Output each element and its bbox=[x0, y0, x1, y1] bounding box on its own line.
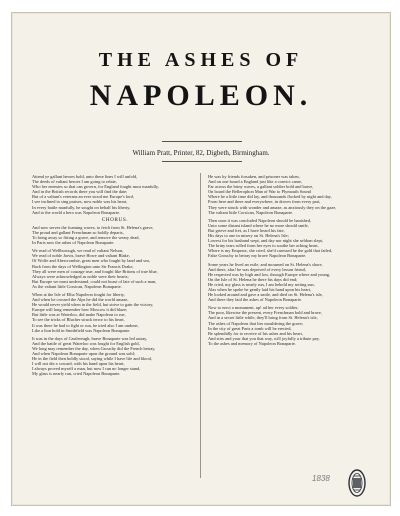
stanza bbox=[208, 174, 374, 215]
stanza bbox=[208, 218, 374, 259]
verse-line: But grieve and fret, as I have heard his fate, bbox=[208, 227, 285, 233]
verse-line: And on one board a England just like a convict came, bbox=[208, 179, 303, 185]
verse-line: To bring away so fitting a grave, and remove the weary dead, bbox=[32, 235, 140, 241]
verse-line: The deeds of valiant heroes I am going to relate, bbox=[32, 179, 117, 185]
verse-line: As the valiant little Corsican, Napoleon Bonaparte. bbox=[32, 283, 122, 289]
stanza bbox=[32, 174, 198, 215]
verse-line: And there they laid the ashes of Napoleon Bonaparte. bbox=[208, 297, 303, 303]
pencil-date-annotation: 1838 bbox=[312, 474, 330, 483]
verse-line: The valiant little Corsican, Napoleon Bonaparte. bbox=[208, 209, 294, 215]
verse-line: He respected was by high and low, through Europe where and young, bbox=[208, 271, 331, 277]
verse-line: He cried, my glass is nearly run, I am behold my setting sun, bbox=[208, 281, 315, 287]
verse-line: When at the Isle of Elba Napoleon fought for liberty, bbox=[32, 291, 125, 297]
verse-line: Where is my Emperor, she cried, she'd caressed he the gold that failed, bbox=[208, 248, 333, 254]
verse-line: My glass is nearly run, cried Napoleon Bonaparte. bbox=[32, 371, 121, 377]
title-line-2: NAPOLEON. bbox=[89, 79, 313, 112]
verse-line: The poor, likewise the present, every Frenchman bold and brave, bbox=[208, 310, 322, 316]
verse-line: He looked around and gave a smile, and died on St. Helena's isle, bbox=[208, 292, 323, 298]
verse-line: And when he crossed the Alps he did the world amaze, bbox=[32, 297, 129, 303]
verse-line: Who her enemies so that can govern, for England fought most manfully, bbox=[32, 184, 159, 190]
verse-line: They all were men of courage true, and fought like Britons of true blue, bbox=[32, 268, 158, 274]
verse-line: And the battle of great Waterloo was fought for English gold, bbox=[32, 340, 140, 346]
verse-line: We read of Wellborough, we read of valiant Nelson, bbox=[32, 248, 124, 254]
verse-line: On the Isle of St. Helena he there his days did end; bbox=[208, 276, 298, 282]
right-column bbox=[208, 174, 374, 349]
library-stamp-icon bbox=[347, 468, 367, 498]
verse-line: In the city of great Paris a tomb will be erected, bbox=[208, 325, 292, 331]
chorus-heading: CHORUS. bbox=[101, 216, 129, 223]
verse-line: The ashes of Napoleon that lies mouldering the grave; bbox=[208, 320, 304, 326]
verse-line: But little was at Waterloo, did make Napoleon to rue, bbox=[32, 312, 126, 318]
verse-line: Be splendidly for to receive of his ashes and his heart, bbox=[208, 330, 303, 336]
stanza bbox=[32, 218, 198, 245]
verse-line: And in a secret little while, they'll bring from St. Helena's isle, bbox=[208, 315, 318, 321]
verse-line: I see inclined to sing praises, now noble was his heart, bbox=[32, 199, 128, 205]
verse-line: Unto some distant island where he no more should smile, bbox=[208, 222, 309, 228]
verse-line: And to the world a hero was Napoleon Bonaparte. bbox=[32, 209, 121, 215]
column-divider bbox=[200, 173, 201, 478]
verse-line: From here and there and everywhere, in droves from every part, bbox=[208, 199, 321, 205]
verse-line: His days to one in misery on St. Helena's Isle; bbox=[208, 233, 289, 239]
verse-line: Alas when he spoke he gently laid his hand upon his heart, bbox=[208, 286, 312, 292]
verse-line: Europe will long remember how Moscow it did blaze; bbox=[32, 307, 128, 313]
printer-imprint: William Pratt, Printer, 82, Digbeth, Birmingham. bbox=[132, 149, 270, 157]
verse-line: I always proved myself a man, but now I can no longer stand, bbox=[32, 366, 141, 372]
verse-line: False Grouchy to betray my brave Napoleon Bonaparte. bbox=[208, 253, 307, 259]
stanza bbox=[208, 305, 374, 346]
verse-line: But of a valiant's veterans an ever stood me Europe's lord, bbox=[32, 194, 134, 200]
verse-line: In every battle manfully, he sought on behalf his liberty, bbox=[32, 204, 131, 210]
verse-line: He would never yield when in the field, but strive to gain the victory, bbox=[32, 302, 154, 308]
verse-line: To the ashes and memory of Napoleon Bonaparte. bbox=[208, 340, 296, 346]
verse-line: On board the Bellerophon Man of War to Plymouth Sound bbox=[208, 189, 311, 195]
verse-line: Then soon it was concluded Napoleon should be banished, bbox=[208, 217, 312, 223]
stanza bbox=[32, 292, 198, 333]
verse-line: To see the tricks of Blucher struck terror to his heart, bbox=[32, 317, 125, 323]
verse-line: Of Wolfe and Abercrombie, great men who fought by land and sea, bbox=[32, 258, 150, 264]
verse-line: We read of noble Jarvis, brave Howe and valiant Blake, bbox=[32, 253, 130, 259]
verse-line: He in the field then boldly stood, saying while I have life and blood, bbox=[32, 356, 152, 362]
stanza bbox=[208, 262, 374, 303]
verse-line: Now to erect a monument, up! ad her every soldier, bbox=[208, 305, 299, 311]
verse-line: Far across the briny waves, a gallant soldier bold and brave, bbox=[208, 184, 314, 190]
verse-line: I will not die a coward, with his hand upon his heart, bbox=[32, 361, 125, 367]
rule-bottom bbox=[162, 161, 242, 162]
verse-line: Always were acknowledged as noble were their hearts; bbox=[32, 273, 129, 279]
broadside-sheet bbox=[11, 12, 391, 506]
verse-line: And stirs and your that you that way, will joyfully a tribute pay, bbox=[208, 335, 320, 341]
rule-top bbox=[162, 141, 242, 142]
verse-line: We long may remember the day, when Grouchy did the French betray, bbox=[32, 345, 156, 351]
verse-line: It was there he had to fight or run, he tried also I am undone, bbox=[32, 322, 139, 328]
stanza bbox=[32, 248, 198, 289]
verse-line: Lowest for his husband wept, and day nor night she seldom slept, bbox=[208, 238, 323, 244]
verse-line: Attend ye gallant heroes bold, unto these lines I will unfold, bbox=[32, 174, 138, 179]
verse-line: And when Napoleon Bonaparte upon the ground was sold; bbox=[32, 351, 135, 356]
verse-line: But Europe we must understand, could not boast of late of such a man, bbox=[32, 278, 157, 284]
verse-line: Some years he lived an exile, and mourned on St. Helena's shore, bbox=[208, 261, 323, 267]
verse-line: And now serves the foaming waves, to fetch from St. Helena's grave, bbox=[32, 224, 154, 230]
verse-line: And in the British records there you will find the date; bbox=[32, 189, 128, 195]
verse-line: They were struck with wonder and amaze, as anxiously they on the gaze, bbox=[208, 204, 337, 210]
verse-line: The briny tears rolled from her eyes to soothe her aching heart, bbox=[208, 243, 319, 249]
verse-line: In Paris now the ashes of Napoleon Bonaparte. bbox=[32, 240, 115, 246]
verse-line: Like a lion hold in Smithfield was Napoleon Bonaparte. bbox=[32, 327, 131, 333]
verse-line: Back from the days of Wellington unto Sir Francis Drake, bbox=[32, 263, 134, 269]
verse-line: And there, alas! he was deprived of every lesson friend, bbox=[208, 266, 306, 272]
verse-line: It was in the days of Castlereagh, brave Bonaparte was led astray, bbox=[32, 335, 148, 341]
verse-line: He was by friends forsaken, and prisoner was taken, bbox=[208, 174, 300, 179]
verse-line: The proud and gallant Frenchman so boldly departs, bbox=[32, 229, 124, 235]
verse-line: Where he a little time did lay, and thousands flocked by night and day, bbox=[208, 194, 332, 200]
stanza bbox=[32, 336, 198, 377]
left-column bbox=[32, 174, 198, 379]
title-line-1: THE ASHES OF bbox=[98, 49, 304, 71]
